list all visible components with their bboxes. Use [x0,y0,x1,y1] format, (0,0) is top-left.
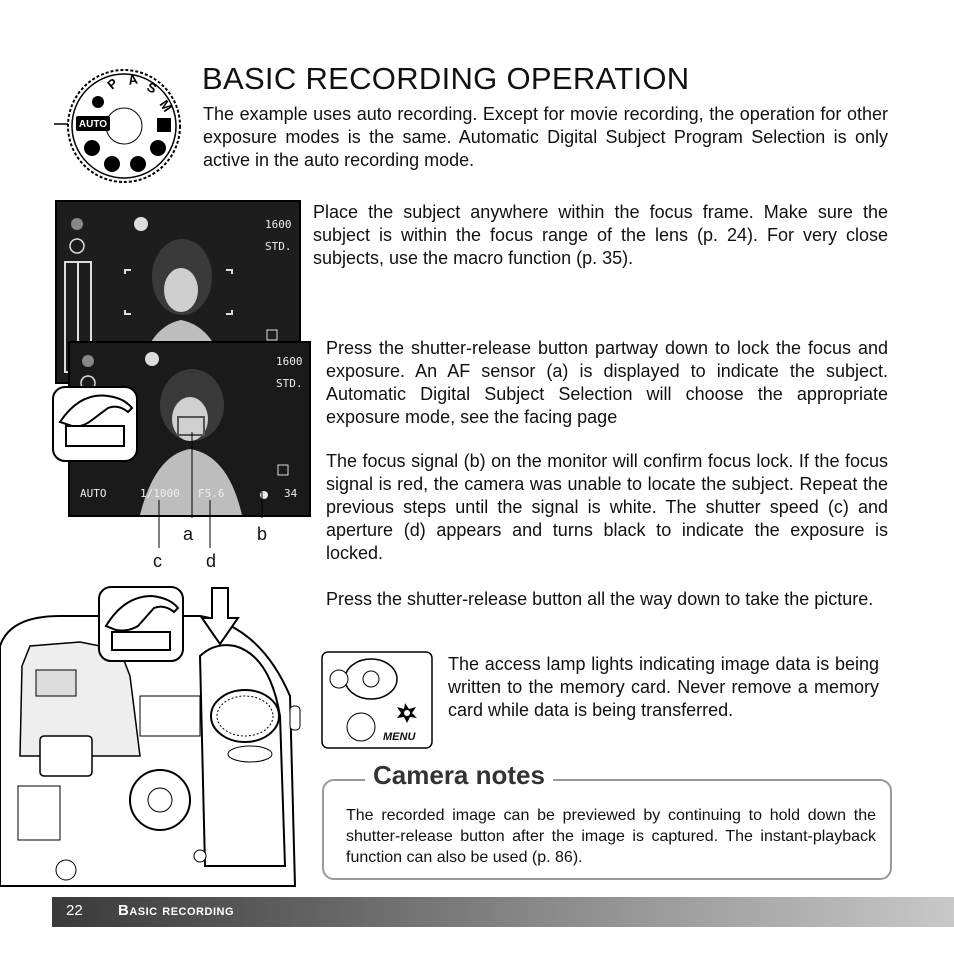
callout-c: c [153,551,162,571]
mode-dial-illustration [54,66,186,186]
svg-text:S: S [144,79,159,97]
step1-paragraph: Place the subject anywhere within the focus frame. Make sure the subject is within the focus range of the lens (p. 24). For very close subjects, use the macro function (p. 35). [313,202,888,268]
callout-a: a [183,524,194,544]
lcd2-frame-count: 34 [284,487,298,500]
lcd2-shutter-speed: 1/1000 [140,487,180,500]
page-title: BASIC RECORDING OPERATION [202,61,690,96]
callout-d: d [206,551,217,571]
full-press-finger-icon [98,586,184,662]
intro-paragraph: The example uses auto recording. Except for movie recording, the operation for other exposure modes is the same. Automatic Digital Subject Program Selection is only active in the auto recording mode. [203,104,888,170]
callout-b: b [257,524,268,544]
svg-text:A: A [126,71,139,88]
step2-paragraph: Press the shutter-release button partway down to lock the focus and exposure. An AF sensor (a) is displayed to indicate the subject. Automatic Digital Subject Selection will choose the appropriate exposure mode, see the facing page [326,338,888,427]
lcd2-quality: STD. [276,377,303,390]
section-name: Basic recording [118,902,235,919]
menu-button-label: MENU [383,731,416,743]
access-lamp-illustration [321,651,433,749]
lcd2-mode: AUTO [80,487,107,500]
half-press-finger-icon [52,386,138,462]
access-lamp-paragraph: The access lamp lights indicating image data is being written to the memory card. Never remove a memory card while data is being transferred. [448,654,879,720]
lcd1-size: 1600 [265,218,292,231]
svg-text:M: M [156,97,176,115]
step3-paragraph: The focus signal (b) on the monitor will confirm focus lock. If the focus signal is red, the camera was unable to locate the subject. Repeat the previous steps until the signal is white. The shutter speed (c) and aperture (d) appears and turns black to indicate the exposure is locked. [326,451,888,563]
camera-notes-text: The recorded image can be previewed by continuing to hold down the shutter-release button after the image is captured. The instant-playback function can also be used (p. 86). [346,807,876,866]
step4-paragraph: Press the shutter-release button all the way down to take the picture. [326,589,874,609]
lcd2-size: 1600 [276,355,303,368]
lcd1-quality: STD. [265,240,292,253]
svg-text:P: P [104,75,121,93]
lcd2-aperture: F5.6 [198,487,225,500]
down-arrow-icon [200,586,240,646]
camera-notes-title: Camera notes [365,760,553,791]
dial-auto-label: AUTO [78,119,108,130]
page-number: 22 [66,902,83,919]
